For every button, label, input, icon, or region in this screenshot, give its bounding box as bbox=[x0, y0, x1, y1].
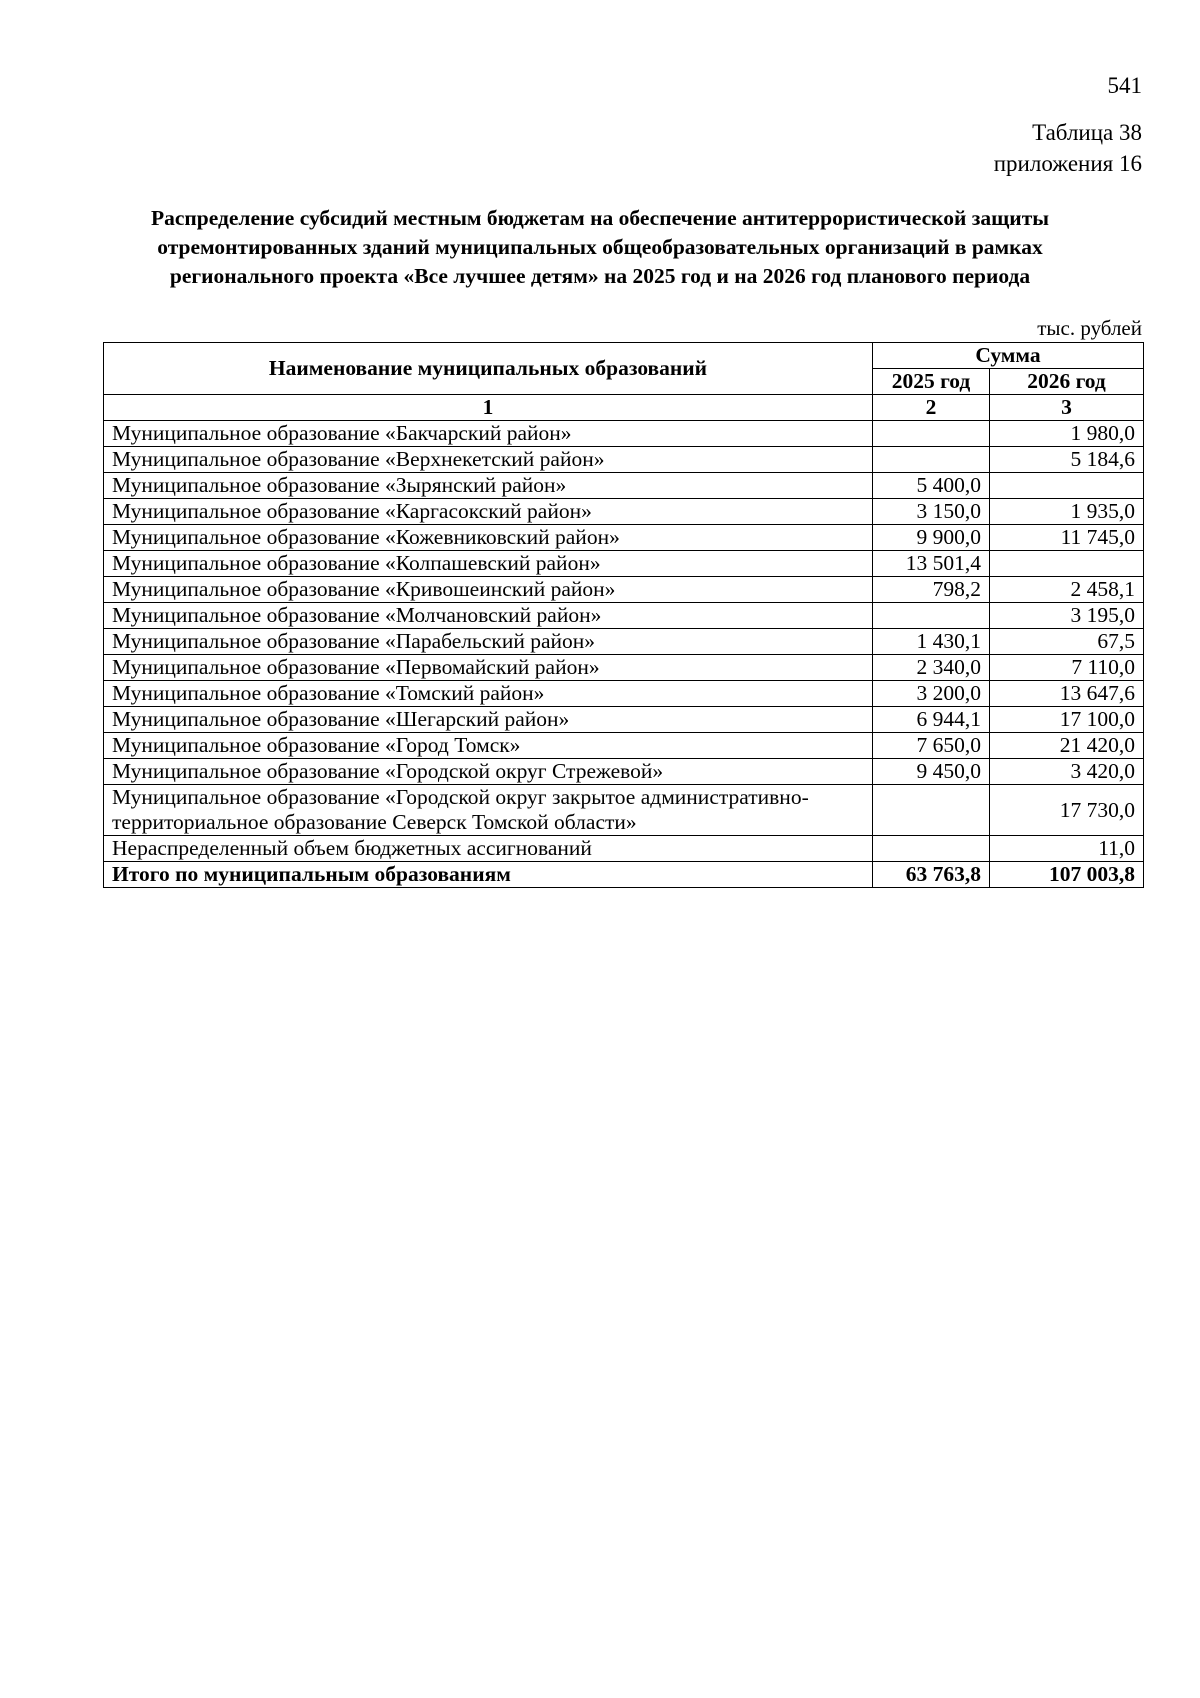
table-ref-line-1: Таблица 38 bbox=[1032, 120, 1142, 145]
row-value-2026: 7 110,0 bbox=[990, 655, 1144, 681]
row-value-2026: 5 184,6 bbox=[990, 447, 1144, 473]
col-number-3: 3 bbox=[990, 395, 1144, 421]
row-name: Нераспределенный объем бюджетных ассигнований bbox=[104, 836, 873, 862]
row-value-2025: 6 944,1 bbox=[873, 707, 990, 733]
table-row bbox=[104, 447, 1144, 473]
total-name: Итого по муниципальным образованиям bbox=[104, 862, 873, 888]
row-name: Муниципальное образование «Городской округ Стрежевой» bbox=[104, 759, 873, 785]
row-value-2026: 1 980,0 bbox=[990, 421, 1144, 447]
row-value-2025: 1 430,1 bbox=[873, 629, 990, 655]
subsidy-table bbox=[103, 342, 1144, 888]
table-body bbox=[104, 421, 1144, 888]
table-row bbox=[104, 421, 1144, 447]
row-name: Муниципальное образование «Верхнекетский район» bbox=[104, 447, 873, 473]
row-value-2026: 3 195,0 bbox=[990, 603, 1144, 629]
table-row bbox=[104, 473, 1144, 499]
row-name: Муниципальное образование «Бакчарский район» bbox=[104, 421, 873, 447]
row-value-2026: 17 100,0 bbox=[990, 707, 1144, 733]
row-name: Муниципальное образование «Колпашевский район» bbox=[104, 551, 873, 577]
row-value-2026: 21 420,0 bbox=[990, 733, 1144, 759]
row-value-2025 bbox=[873, 603, 990, 629]
row-name: Муниципальное образование «Городской округ закрытое административно-территориальное образование Северск Томской области» bbox=[104, 785, 873, 836]
title-line-2: отремонтированных зданий муниципальных общеобразовательных организаций в рамках bbox=[157, 235, 1043, 259]
table-row bbox=[104, 733, 1144, 759]
units-label: тыс. рублей bbox=[1037, 316, 1142, 340]
row-name: Муниципальное образование «Парабельский район» bbox=[104, 629, 873, 655]
table-ref-line-2: приложения 16 bbox=[993, 151, 1142, 176]
row-value-2025: 7 650,0 bbox=[873, 733, 990, 759]
row-name: Муниципальное образование «Шегарский район» bbox=[104, 707, 873, 733]
table-reference bbox=[994, 117, 1142, 179]
total-value-2025: 63 763,8 bbox=[873, 862, 990, 888]
table-row bbox=[104, 577, 1144, 603]
table-row bbox=[104, 655, 1144, 681]
row-value-2025 bbox=[873, 785, 990, 836]
document-title bbox=[100, 204, 1100, 291]
row-value-2025: 9 900,0 bbox=[873, 525, 990, 551]
title-line-3: регионального проекта «Все лучшее детям» на 2025 год и на 2026 год планового периода bbox=[169, 264, 1031, 288]
table-row bbox=[104, 551, 1144, 577]
row-name: Муниципальное образование «Кожевниковский район» bbox=[104, 525, 873, 551]
row-value-2025: 13 501,4 bbox=[873, 551, 990, 577]
row-value-2026: 13 647,6 bbox=[990, 681, 1144, 707]
row-value-2025: 3 200,0 bbox=[873, 681, 990, 707]
table-row bbox=[104, 629, 1144, 655]
row-value-2025 bbox=[873, 447, 990, 473]
row-name: Муниципальное образование «Город Томск» bbox=[104, 733, 873, 759]
page-number: 541 bbox=[1107, 73, 1142, 98]
col-number-1: 1 bbox=[104, 395, 873, 421]
row-name: Муниципальное образование «Кривошеинский район» bbox=[104, 577, 873, 603]
row-name: Муниципальное образование «Томский район» bbox=[104, 681, 873, 707]
table-row bbox=[104, 836, 1144, 862]
row-value-2026: 11 745,0 bbox=[990, 525, 1144, 551]
header-2025: 2025 год bbox=[873, 369, 990, 395]
row-name: Муниципальное образование «Каргасокский район» bbox=[104, 499, 873, 525]
row-name: Муниципальное образование «Зырянский район» bbox=[104, 473, 873, 499]
row-value-2026 bbox=[990, 551, 1144, 577]
row-value-2026: 11,0 bbox=[990, 836, 1144, 862]
row-value-2025: 3 150,0 bbox=[873, 499, 990, 525]
table-row bbox=[104, 785, 1144, 836]
row-value-2025 bbox=[873, 421, 990, 447]
table-row bbox=[104, 525, 1144, 551]
total-row bbox=[104, 862, 1144, 888]
header-2026: 2026 год bbox=[990, 369, 1144, 395]
row-name: Муниципальное образование «Первомайский район» bbox=[104, 655, 873, 681]
table-row bbox=[104, 681, 1144, 707]
total-value-2026: 107 003,8 bbox=[990, 862, 1144, 888]
row-value-2025: 9 450,0 bbox=[873, 759, 990, 785]
header-name: Наименование муниципальных образований bbox=[104, 343, 873, 395]
row-value-2025: 5 400,0 bbox=[873, 473, 990, 499]
row-value-2025: 798,2 bbox=[873, 577, 990, 603]
row-value-2026: 1 935,0 bbox=[990, 499, 1144, 525]
row-value-2026 bbox=[990, 473, 1144, 499]
row-value-2026: 17 730,0 bbox=[990, 785, 1144, 836]
row-value-2025: 2 340,0 bbox=[873, 655, 990, 681]
title-line-1: Распределение субсидий местным бюджетам на обеспечение антитеррористической защиты bbox=[150, 206, 1050, 230]
table-row bbox=[104, 759, 1144, 785]
col-number-2: 2 bbox=[873, 395, 990, 421]
row-value-2026: 67,5 bbox=[990, 629, 1144, 655]
table-row bbox=[104, 707, 1144, 733]
row-value-2025 bbox=[873, 836, 990, 862]
table-row bbox=[104, 499, 1144, 525]
row-value-2026: 2 458,1 bbox=[990, 577, 1144, 603]
row-value-2026: 3 420,0 bbox=[990, 759, 1144, 785]
table-row bbox=[104, 603, 1144, 629]
header-sum: Сумма bbox=[873, 343, 1144, 369]
row-name: Муниципальное образование «Молчановский район» bbox=[104, 603, 873, 629]
